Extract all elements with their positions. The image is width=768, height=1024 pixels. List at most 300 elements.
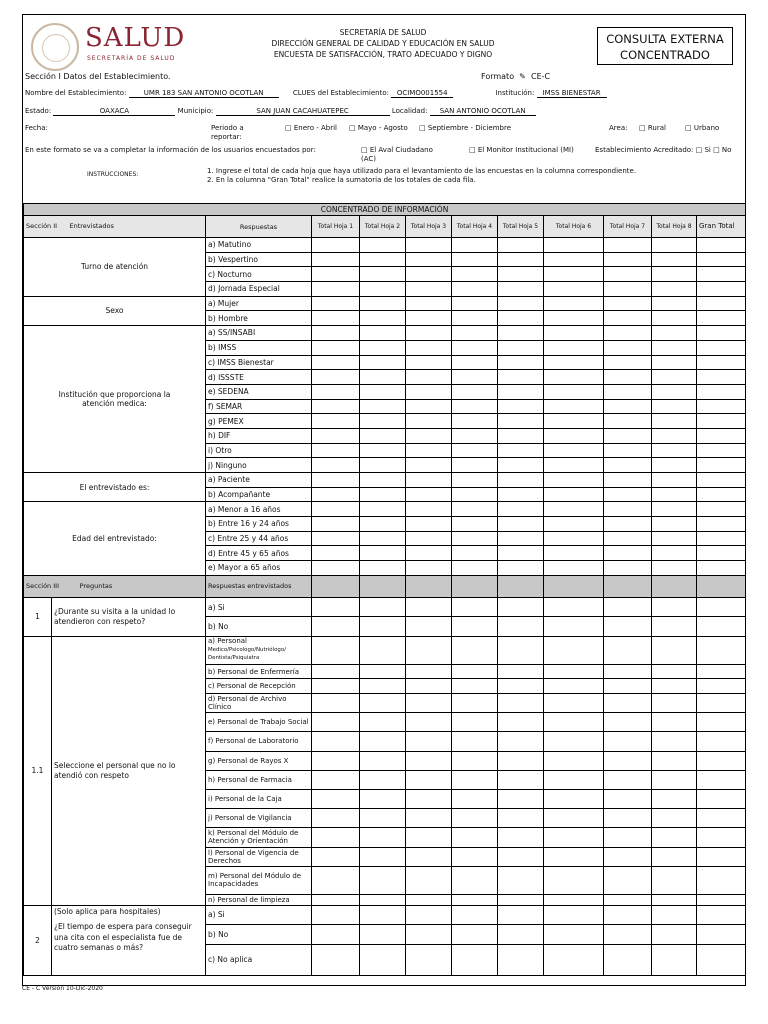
value-cell[interactable] (312, 732, 360, 751)
acreditado-checkbox[interactable]: Establecimiento Acreditado: □ Si □ No (595, 146, 732, 154)
value-cell[interactable] (544, 894, 604, 905)
value-cell[interactable] (652, 384, 697, 399)
value-cell[interactable] (452, 443, 498, 458)
value-cell[interactable] (452, 473, 498, 488)
value-cell[interactable] (360, 326, 406, 341)
value-cell[interactable] (652, 517, 697, 532)
value-cell[interactable] (498, 694, 544, 713)
clues-field[interactable]: OCIMO001554 (391, 89, 453, 98)
value-cell[interactable] (498, 340, 544, 355)
value-cell[interactable] (697, 502, 746, 517)
value-cell[interactable] (360, 355, 406, 370)
value-cell[interactable] (544, 636, 604, 664)
value-cell[interactable] (312, 925, 360, 945)
value-cell[interactable] (544, 713, 604, 732)
value-cell[interactable] (312, 789, 360, 808)
value-cell[interactable] (406, 636, 452, 664)
value-cell[interactable] (312, 664, 360, 679)
value-cell[interactable] (652, 751, 697, 770)
value-cell[interactable] (697, 866, 746, 894)
value-cell[interactable] (652, 340, 697, 355)
value-cell[interactable] (360, 847, 406, 866)
value-cell[interactable] (697, 847, 746, 866)
value-cell[interactable] (452, 282, 498, 297)
value-cell[interactable] (498, 679, 544, 694)
value-cell[interactable] (498, 789, 544, 808)
value-cell[interactable] (498, 664, 544, 679)
value-cell[interactable] (544, 238, 604, 253)
value-cell[interactable] (406, 561, 452, 576)
value-cell[interactable] (544, 617, 604, 637)
value-cell[interactable] (544, 399, 604, 414)
value-cell[interactable] (697, 473, 746, 488)
periodo-opt-2[interactable]: □ Mayo - Agosto (349, 124, 408, 132)
value-cell[interactable] (604, 252, 652, 267)
value-cell[interactable] (544, 311, 604, 326)
municipio-field[interactable]: SAN JUAN CACAHUATEPEC (216, 107, 390, 116)
value-cell[interactable] (604, 770, 652, 789)
value-cell[interactable] (406, 487, 452, 502)
value-cell[interactable] (604, 732, 652, 751)
value-cell[interactable] (604, 944, 652, 975)
value-cell[interactable] (360, 713, 406, 732)
value-cell[interactable] (544, 809, 604, 828)
value-cell[interactable] (452, 617, 498, 637)
value-cell[interactable] (406, 443, 452, 458)
value-cell[interactable] (406, 713, 452, 732)
value-cell[interactable] (498, 866, 544, 894)
value-cell[interactable] (360, 925, 406, 945)
value-cell[interactable] (544, 828, 604, 847)
value-cell[interactable] (697, 713, 746, 732)
value-cell[interactable] (652, 443, 697, 458)
value-cell[interactable] (406, 238, 452, 253)
value-cell[interactable] (360, 340, 406, 355)
value-cell[interactable] (544, 694, 604, 713)
value-cell[interactable] (406, 384, 452, 399)
value-cell[interactable] (652, 326, 697, 341)
value-cell[interactable] (406, 809, 452, 828)
value-cell[interactable] (697, 809, 746, 828)
value-cell[interactable] (697, 944, 746, 975)
value-cell[interactable] (697, 267, 746, 282)
value-cell[interactable] (498, 517, 544, 532)
institucion-field[interactable]: IMSS BIENESTAR (537, 89, 607, 98)
value-cell[interactable] (604, 458, 652, 473)
value-cell[interactable] (604, 617, 652, 637)
value-cell[interactable] (544, 443, 604, 458)
value-cell[interactable] (604, 399, 652, 414)
value-cell[interactable] (697, 597, 746, 617)
value-cell[interactable] (652, 561, 697, 576)
value-cell[interactable] (312, 384, 360, 399)
value-cell[interactable] (452, 238, 498, 253)
value-cell[interactable] (360, 311, 406, 326)
value-cell[interactable] (697, 414, 746, 429)
value-cell[interactable] (652, 428, 697, 443)
value-cell[interactable] (697, 399, 746, 414)
monitor-checkbox[interactable]: □ El Monitor Institucional (MI) (469, 146, 574, 154)
value-cell[interactable] (312, 296, 360, 311)
value-cell[interactable] (360, 679, 406, 694)
value-cell[interactable] (697, 561, 746, 576)
value-cell[interactable] (452, 905, 498, 925)
value-cell[interactable] (360, 517, 406, 532)
value-cell[interactable] (544, 340, 604, 355)
value-cell[interactable] (452, 355, 498, 370)
value-cell[interactable] (312, 517, 360, 532)
value-cell[interactable] (360, 414, 406, 429)
value-cell[interactable] (604, 694, 652, 713)
value-cell[interactable] (498, 502, 544, 517)
value-cell[interactable] (697, 458, 746, 473)
value-cell[interactable] (604, 561, 652, 576)
value-cell[interactable] (498, 326, 544, 341)
value-cell[interactable] (452, 370, 498, 385)
value-cell[interactable] (406, 866, 452, 894)
value-cell[interactable] (360, 770, 406, 789)
value-cell[interactable] (360, 531, 406, 546)
value-cell[interactable] (604, 428, 652, 443)
value-cell[interactable] (360, 597, 406, 617)
value-cell[interactable] (360, 252, 406, 267)
value-cell[interactable] (452, 384, 498, 399)
value-cell[interactable] (452, 531, 498, 546)
value-cell[interactable] (652, 531, 697, 546)
value-cell[interactable] (544, 502, 604, 517)
value-cell[interactable] (604, 751, 652, 770)
value-cell[interactable] (604, 597, 652, 617)
value-cell[interactable] (452, 636, 498, 664)
value-cell[interactable] (697, 238, 746, 253)
value-cell[interactable] (452, 751, 498, 770)
value-cell[interactable] (652, 664, 697, 679)
value-cell[interactable] (312, 751, 360, 770)
value-cell[interactable] (652, 473, 697, 488)
value-cell[interactable] (406, 664, 452, 679)
value-cell[interactable] (312, 636, 360, 664)
value-cell[interactable] (652, 679, 697, 694)
value-cell[interactable] (360, 399, 406, 414)
value-cell[interactable] (697, 443, 746, 458)
value-cell[interactable] (360, 458, 406, 473)
value-cell[interactable] (360, 944, 406, 975)
estado-field[interactable]: OAXACA (53, 107, 175, 116)
value-cell[interactable] (406, 546, 452, 561)
value-cell[interactable] (544, 282, 604, 297)
value-cell[interactable] (697, 789, 746, 808)
value-cell[interactable] (604, 384, 652, 399)
value-cell[interactable] (498, 546, 544, 561)
value-cell[interactable] (452, 502, 498, 517)
value-cell[interactable] (652, 282, 697, 297)
value-cell[interactable] (312, 546, 360, 561)
value-cell[interactable] (652, 789, 697, 808)
value-cell[interactable] (697, 531, 746, 546)
value-cell[interactable] (604, 636, 652, 664)
value-cell[interactable] (498, 770, 544, 789)
value-cell[interactable] (697, 517, 746, 532)
value-cell[interactable] (652, 617, 697, 637)
value-cell[interactable] (652, 311, 697, 326)
value-cell[interactable] (498, 267, 544, 282)
value-cell[interactable] (452, 340, 498, 355)
value-cell[interactable] (312, 809, 360, 828)
periodo-opt-1[interactable]: □ Enero - Abril (285, 124, 337, 132)
value-cell[interactable] (360, 809, 406, 828)
value-cell[interactable] (360, 866, 406, 894)
value-cell[interactable] (544, 546, 604, 561)
value-cell[interactable] (406, 355, 452, 370)
value-cell[interactable] (652, 713, 697, 732)
value-cell[interactable] (652, 732, 697, 751)
value-cell[interactable] (604, 340, 652, 355)
value-cell[interactable] (406, 925, 452, 945)
value-cell[interactable] (498, 282, 544, 297)
value-cell[interactable] (604, 828, 652, 847)
value-cell[interactable] (604, 789, 652, 808)
value-cell[interactable] (604, 502, 652, 517)
value-cell[interactable] (498, 713, 544, 732)
value-cell[interactable] (360, 546, 406, 561)
value-cell[interactable] (360, 905, 406, 925)
value-cell[interactable] (498, 384, 544, 399)
value-cell[interactable] (312, 866, 360, 894)
value-cell[interactable] (604, 847, 652, 866)
value-cell[interactable] (498, 809, 544, 828)
value-cell[interactable] (452, 458, 498, 473)
value-cell[interactable] (406, 894, 452, 905)
value-cell[interactable] (604, 905, 652, 925)
value-cell[interactable] (498, 828, 544, 847)
value-cell[interactable] (360, 428, 406, 443)
value-cell[interactable] (312, 340, 360, 355)
value-cell[interactable] (312, 694, 360, 713)
value-cell[interactable] (452, 267, 498, 282)
value-cell[interactable] (544, 458, 604, 473)
value-cell[interactable] (544, 561, 604, 576)
value-cell[interactable] (360, 443, 406, 458)
value-cell[interactable] (452, 694, 498, 713)
value-cell[interactable] (544, 296, 604, 311)
value-cell[interactable] (312, 597, 360, 617)
value-cell[interactable] (406, 679, 452, 694)
value-cell[interactable] (604, 866, 652, 894)
value-cell[interactable] (604, 531, 652, 546)
value-cell[interactable] (406, 399, 452, 414)
value-cell[interactable] (406, 944, 452, 975)
value-cell[interactable] (544, 789, 604, 808)
value-cell[interactable] (312, 473, 360, 488)
value-cell[interactable] (697, 296, 746, 311)
value-cell[interactable] (652, 487, 697, 502)
value-cell[interactable] (312, 531, 360, 546)
value-cell[interactable] (312, 679, 360, 694)
value-cell[interactable] (544, 925, 604, 945)
value-cell[interactable] (544, 732, 604, 751)
value-cell[interactable] (452, 252, 498, 267)
value-cell[interactable] (604, 311, 652, 326)
value-cell[interactable] (360, 282, 406, 297)
value-cell[interactable] (697, 487, 746, 502)
value-cell[interactable] (652, 546, 697, 561)
value-cell[interactable] (312, 828, 360, 847)
value-cell[interactable] (406, 694, 452, 713)
value-cell[interactable] (604, 414, 652, 429)
value-cell[interactable] (544, 664, 604, 679)
area-urbano[interactable]: □ Urbano (685, 124, 720, 132)
value-cell[interactable] (652, 905, 697, 925)
value-cell[interactable] (604, 664, 652, 679)
localidad-field[interactable]: SAN ANTONIO OCOTLAN (430, 107, 536, 116)
value-cell[interactable] (452, 770, 498, 789)
value-cell[interactable] (652, 267, 697, 282)
value-cell[interactable] (697, 252, 746, 267)
value-cell[interactable] (406, 311, 452, 326)
value-cell[interactable] (406, 428, 452, 443)
value-cell[interactable] (406, 828, 452, 847)
value-cell[interactable] (544, 944, 604, 975)
value-cell[interactable] (544, 679, 604, 694)
value-cell[interactable] (544, 326, 604, 341)
value-cell[interactable] (498, 847, 544, 866)
value-cell[interactable] (544, 267, 604, 282)
value-cell[interactable] (312, 770, 360, 789)
value-cell[interactable] (652, 399, 697, 414)
value-cell[interactable] (604, 894, 652, 905)
value-cell[interactable] (498, 732, 544, 751)
value-cell[interactable] (360, 487, 406, 502)
value-cell[interactable] (544, 905, 604, 925)
value-cell[interactable] (452, 732, 498, 751)
value-cell[interactable] (697, 326, 746, 341)
value-cell[interactable] (312, 267, 360, 282)
value-cell[interactable] (360, 267, 406, 282)
value-cell[interactable] (498, 252, 544, 267)
value-cell[interactable] (452, 925, 498, 945)
value-cell[interactable] (452, 664, 498, 679)
value-cell[interactable] (498, 428, 544, 443)
value-cell[interactable] (452, 866, 498, 894)
value-cell[interactable] (498, 296, 544, 311)
value-cell[interactable] (697, 428, 746, 443)
value-cell[interactable] (312, 326, 360, 341)
value-cell[interactable] (498, 751, 544, 770)
value-cell[interactable] (312, 443, 360, 458)
value-cell[interactable] (604, 238, 652, 253)
value-cell[interactable] (406, 252, 452, 267)
value-cell[interactable] (452, 311, 498, 326)
value-cell[interactable] (498, 894, 544, 905)
value-cell[interactable] (312, 894, 360, 905)
value-cell[interactable] (498, 617, 544, 637)
value-cell[interactable] (604, 370, 652, 385)
value-cell[interactable] (652, 252, 697, 267)
value-cell[interactable] (406, 770, 452, 789)
value-cell[interactable] (360, 751, 406, 770)
value-cell[interactable] (697, 282, 746, 297)
value-cell[interactable] (406, 502, 452, 517)
value-cell[interactable] (498, 458, 544, 473)
value-cell[interactable] (452, 487, 498, 502)
value-cell[interactable] (652, 636, 697, 664)
value-cell[interactable] (452, 809, 498, 828)
value-cell[interactable] (360, 694, 406, 713)
value-cell[interactable] (604, 473, 652, 488)
value-cell[interactable] (360, 664, 406, 679)
value-cell[interactable] (544, 355, 604, 370)
value-cell[interactable] (312, 238, 360, 253)
value-cell[interactable] (604, 809, 652, 828)
value-cell[interactable] (312, 370, 360, 385)
value-cell[interactable] (498, 487, 544, 502)
value-cell[interactable] (406, 597, 452, 617)
value-cell[interactable] (604, 267, 652, 282)
value-cell[interactable] (604, 679, 652, 694)
value-cell[interactable] (544, 252, 604, 267)
value-cell[interactable] (697, 925, 746, 945)
value-cell[interactable] (360, 561, 406, 576)
value-cell[interactable] (544, 770, 604, 789)
value-cell[interactable] (652, 296, 697, 311)
value-cell[interactable] (604, 713, 652, 732)
value-cell[interactable] (452, 713, 498, 732)
value-cell[interactable] (312, 252, 360, 267)
value-cell[interactable] (604, 546, 652, 561)
value-cell[interactable] (652, 828, 697, 847)
value-cell[interactable] (312, 487, 360, 502)
value-cell[interactable] (652, 370, 697, 385)
value-cell[interactable] (406, 617, 452, 637)
value-cell[interactable] (498, 531, 544, 546)
value-cell[interactable] (360, 502, 406, 517)
value-cell[interactable] (652, 809, 697, 828)
value-cell[interactable] (697, 770, 746, 789)
value-cell[interactable] (360, 617, 406, 637)
value-cell[interactable] (604, 443, 652, 458)
value-cell[interactable] (452, 561, 498, 576)
value-cell[interactable] (544, 487, 604, 502)
value-cell[interactable] (452, 894, 498, 905)
value-cell[interactable] (312, 414, 360, 429)
value-cell[interactable] (544, 517, 604, 532)
value-cell[interactable] (697, 828, 746, 847)
value-cell[interactable] (544, 751, 604, 770)
value-cell[interactable] (312, 847, 360, 866)
value-cell[interactable] (452, 399, 498, 414)
value-cell[interactable] (652, 458, 697, 473)
value-cell[interactable] (697, 355, 746, 370)
value-cell[interactable] (652, 238, 697, 253)
value-cell[interactable] (312, 502, 360, 517)
value-cell[interactable] (604, 326, 652, 341)
value-cell[interactable] (652, 355, 697, 370)
value-cell[interactable] (697, 617, 746, 637)
value-cell[interactable] (360, 384, 406, 399)
value-cell[interactable] (452, 789, 498, 808)
value-cell[interactable] (697, 311, 746, 326)
value-cell[interactable] (406, 751, 452, 770)
value-cell[interactable] (312, 458, 360, 473)
value-cell[interactable] (697, 340, 746, 355)
value-cell[interactable] (406, 473, 452, 488)
value-cell[interactable] (697, 664, 746, 679)
value-cell[interactable] (406, 370, 452, 385)
value-cell[interactable] (652, 502, 697, 517)
value-cell[interactable] (652, 597, 697, 617)
value-cell[interactable] (498, 944, 544, 975)
value-cell[interactable] (697, 384, 746, 399)
